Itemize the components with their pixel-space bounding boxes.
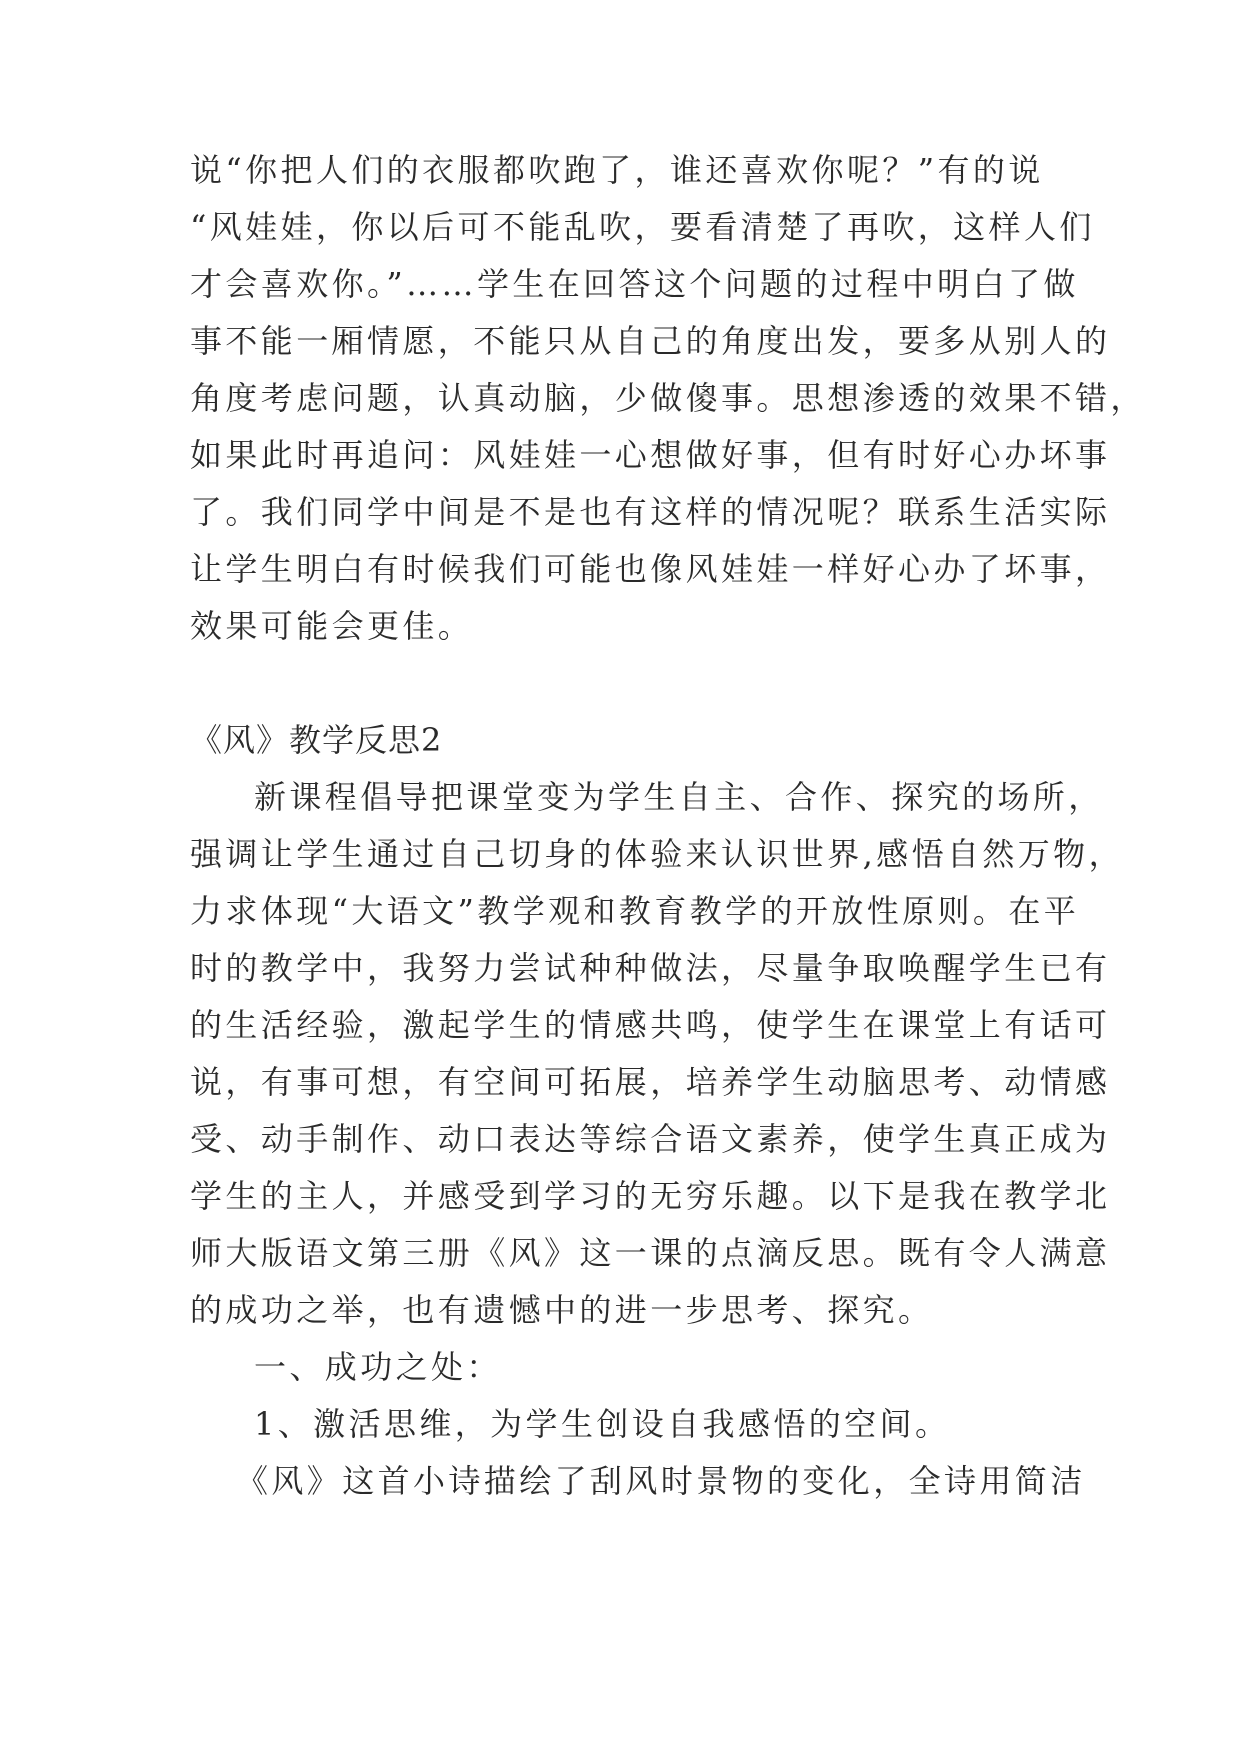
paragraph-line: 说“你把人们的衣服都吹跑了，谁还喜欢你呢？”有的说 [190, 151, 1044, 189]
paragraph-line: 受、动手制作、动口表达等综合语文素养，使学生真正成为 [190, 1120, 1111, 1158]
paragraph-line: 《风》这首小诗描绘了刮风时景物的变化，全诗用简洁 [236, 1462, 1086, 1500]
paragraph-line: 说，有事可想，有空间可拓展，培养学生动脑思考、动情感 [190, 1063, 1111, 1101]
paragraph-line: 师大版语文第三册《风》这一课的点滴反思。既有令人满意 [190, 1234, 1111, 1272]
paragraph-line: 角度考虑问题，认真动脑，少做傻事。思想渗透的效果不错， [190, 379, 1146, 417]
paragraph-line: 强调让学生通过自己切身的体验来认识世界,感悟自然万物， [190, 835, 1124, 873]
subheading: 一、成功之处： [254, 1348, 502, 1386]
paragraph-line: 时的教学中，我努力尝试种种做法，尽量争取唤醒学生已有 [190, 949, 1111, 987]
list-item: 1、激活思维，为学生创设自我感悟的空间。 [254, 1405, 951, 1443]
paragraph-line: 的成功之举，也有遗憾中的进一步思考、探究。 [190, 1291, 934, 1329]
paragraph-line: 让学生明白有时候我们可能也像风娃娃一样好心办了坏事， [190, 550, 1111, 588]
paragraph-line: 新课程倡导把课堂变为学生自主、合作、探究的场所， [254, 778, 1104, 816]
paragraph-line: 才会喜欢你。”……学生在回答这个问题的过程中明白了做 [190, 265, 1079, 303]
paragraph-line: 如果此时再追问：风娃娃一心想做好事，但有时好心办坏事 [190, 436, 1111, 474]
paragraph-line: “风娃娃，你以后可不能乱吹，要看清楚了再吹，这样人们 [190, 208, 1095, 246]
paragraph-line: 事不能一厢情愿，不能只从自己的角度出发，要多从别人的 [190, 322, 1111, 360]
paragraph-line: 效果可能会更佳。 [190, 607, 474, 645]
paragraph-line: 力求体现“大语文”教学观和教育教学的开放性原则。在平 [190, 892, 1080, 930]
paragraph-line: 了。我们同学中间是不是也有这样的情况呢？联系生活实际 [190, 493, 1111, 531]
section-heading: 《风》教学反思2 [190, 721, 443, 759]
paragraph-line: 学生的主人，并感受到学习的无穷乐趣。以下是我在教学北 [190, 1177, 1111, 1215]
paragraph-line: 的生活经验，激起学生的情感共鸣，使学生在课堂上有话可 [190, 1006, 1111, 1044]
